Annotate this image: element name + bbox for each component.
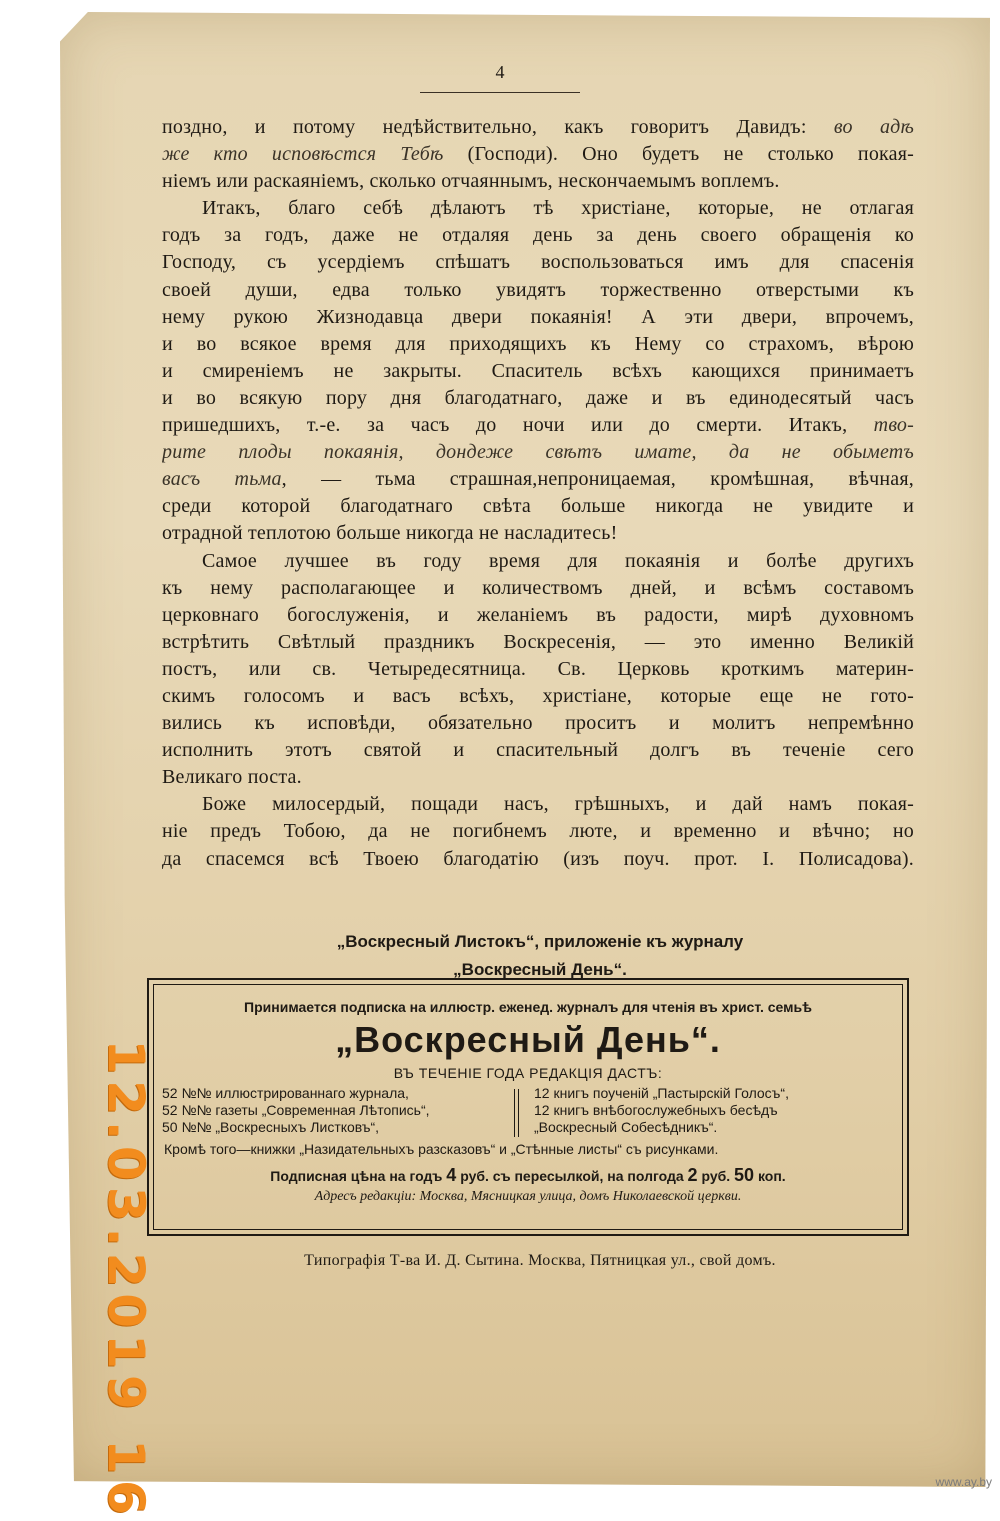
text-run: да спасемся всѣ Твоею благодатію (изъ поуч. прот. І. Полисадова). — [162, 847, 914, 870]
ad-address: Адресъ редакціи: Москва, Мясницкая улица, домъ Николаевской церкви. — [314, 1189, 742, 1204]
date-stamp — [96, 1039, 156, 1521]
text-run: годъ за годъ, даже не отдаляя день за день своего обращенія ко — [162, 224, 914, 247]
ad-intro: Принимается подписка на иллюстр. еженед. журналъ для чтенія въ христ. семьѣ — [244, 999, 812, 1015]
ad-price-text: Подписная цѣна на годъ — [270, 1168, 443, 1184]
text-line — [162, 575, 914, 602]
text-line — [162, 602, 914, 629]
text-run: вились къ исповѣди, обязательно проситъ и молитъ непремѣнно — [162, 712, 914, 735]
ad-price-text: коп. — [757, 1168, 786, 1184]
ad-right-column — [534, 1085, 789, 1136]
ad-extra: Кромѣ того—книжки „Назидательныхъ разсказовъ“ и „Стѣнные листы“ съ рисунками. — [164, 1141, 719, 1157]
ad-left-item: 52 №№ газеты „Современная Лѣтопись“, — [162, 1102, 430, 1118]
text-run: Господу, съ усердіемъ спѣшатъ воспользоваться имъ для спасенія — [162, 251, 914, 274]
text-line — [162, 277, 914, 304]
text-run: , — тьма страшная,непроницаемая, кромѣшная, вѣчная, — [281, 468, 914, 491]
closing-line-2: „Воскресный День“. — [453, 960, 627, 979]
text-line — [162, 114, 914, 141]
text-line — [162, 520, 914, 547]
ad-column-divider — [514, 1089, 519, 1137]
text-run: ніемъ или раскаяніемъ, сколько отчаяннымъ, нескончаемымъ воплемъ. — [162, 170, 780, 193]
text-line — [162, 791, 914, 818]
text-run: своей души, едва только увидятъ торжественно отверстыми къ — [162, 278, 914, 301]
italic-quote: тво- — [873, 414, 914, 437]
date-stamp-text: 12.03.2019 16 — [97, 1039, 155, 1521]
text-run: Итакъ, благо себѣ дѣлаютъ тѣ христіане, которые, не отлагая — [202, 197, 914, 220]
text-run: исполнить этотъ святой и спасительный долгъ въ теченіе сего — [162, 739, 914, 762]
text-run: Самое лучшее въ году время для покаянія и болѣе другихъ — [202, 549, 914, 572]
ad-subhead: ВЪ ТЕЧЕНІЕ ГОДА РЕДАКЦІЯ ДАСТЪ: — [393, 1065, 663, 1081]
text-line — [162, 493, 914, 520]
text-line — [162, 222, 914, 249]
text-line — [162, 439, 914, 466]
text-line — [162, 195, 914, 222]
text-line — [162, 846, 914, 873]
text-run: отрадной теплотою больше никогда не насладитесь! — [162, 522, 618, 545]
header-rule — [420, 92, 580, 93]
text-line — [162, 548, 914, 575]
ad-price-text: руб. — [701, 1168, 731, 1184]
ad-right-item: 12 книгъ внѣбогослужебныхъ бесѣдъ — [534, 1102, 778, 1118]
closing-note — [160, 928, 920, 984]
text-run: церковнаго богослуженія, и желаніемъ въ радости, мирѣ духовномъ — [162, 603, 914, 626]
text-line — [162, 656, 914, 683]
text-line — [162, 683, 914, 710]
text-line — [162, 358, 914, 385]
text-line — [162, 249, 914, 276]
printer-imprint: Типографія Т-ва И. Д. Сытина. Москва, Пятницкая ул., свой домъ. — [304, 1252, 776, 1269]
text-run: къ нему располагающее и количествомъ дней, и всѣмъ составомъ — [162, 576, 914, 599]
site-watermark: www.ay.by — [935, 1475, 992, 1489]
text-run: и смиреніемъ не закрыты. Спаситель всѣхъ кающихся принимаетъ — [162, 359, 914, 382]
ad-inner-frame — [153, 984, 903, 1230]
ad-left-item: 50 №№ „Воскресныхъ Листковъ“, — [162, 1119, 380, 1135]
ad-price-half-kop: 50 — [734, 1165, 755, 1185]
text-run: среди которой благодатнаго свѣта больше никогда не увидите и — [162, 495, 914, 518]
text-line — [162, 629, 914, 656]
text-run: постъ, или св. Четыредесятница. Св. Церковь кроткимъ материн- — [162, 657, 914, 680]
text-run: нему рукою Жизнодавца двери покаянія! А эти двери, впрочемъ, — [162, 305, 914, 328]
italic-quote: рите плоды покаянія, дондеже свѣтъ имате, да не обыметъ — [162, 441, 914, 464]
ad-price — [154, 1165, 902, 1186]
ad-left-item: 52 №№ иллюстрированнаго журнала, — [162, 1085, 409, 1101]
text-run: (Господи). Оно будетъ не столько покая- — [443, 143, 914, 166]
text-line — [162, 412, 914, 439]
text-line — [162, 385, 914, 412]
closing-line-1: „Воскресный Листокъ“, приложеніе къ журналу — [336, 932, 744, 951]
text-run: поздно, и потому недѣйствительно, какъ говоритъ Давидъ: — [162, 116, 834, 138]
ad-right-item: „Воскресный Собесѣдникъ“. — [534, 1119, 718, 1135]
ad-right-item: 12 книгъ поученій „Пастырскій Голосъ“, — [534, 1085, 789, 1101]
text-run: скимъ голосомъ и васъ всѣхъ, христіане, которые еще не гото- — [162, 684, 914, 707]
ad-left-column — [162, 1085, 430, 1136]
text-run: и во всякое время для приходящихъ къ Нему со страхомъ, вѣрою — [162, 332, 914, 355]
ad-title: „Воскресный День“. — [335, 1019, 721, 1060]
italic-quote: во адѣ — [833, 116, 914, 138]
text-line — [162, 304, 914, 331]
ad-price-text: руб. съ пересылкой, на полгода — [460, 1168, 684, 1184]
subscription-ad — [147, 978, 909, 1236]
text-line — [162, 331, 914, 358]
ad-price-year: 4 — [446, 1165, 457, 1185]
text-run: ніе предъ Тобою, да не погибнемъ люте, и временно и вѣчно; но — [162, 820, 914, 843]
text-run: пришедшихъ, т.-е. за часъ до ночи или до смерти. Итакъ, — [162, 414, 874, 437]
text-run: и во всякую пору дня благодатнаго, даже и въ единодесятый часъ — [162, 386, 914, 409]
text-line — [162, 764, 914, 791]
body-text — [162, 114, 914, 873]
ad-price-half: 2 — [687, 1165, 698, 1185]
text-line — [162, 466, 914, 493]
page-number: 4 — [495, 62, 505, 82]
text-run: Великаго поста. — [162, 766, 302, 789]
text-line — [162, 710, 914, 737]
italic-quote: васъ тьма — [162, 468, 282, 491]
text-line — [162, 737, 914, 764]
text-run: Боже милосердый, пощади насъ, грѣшныхъ, и дай намъ покая- — [202, 793, 914, 816]
text-line — [162, 141, 914, 168]
text-run: встрѣтить Свѣтлый праздникъ Воскресенія, — это именно Великій — [162, 630, 914, 653]
italic-quote: же кто исповѣстся Тебѣ — [162, 143, 444, 166]
text-line — [162, 168, 914, 195]
text-line — [162, 818, 914, 845]
